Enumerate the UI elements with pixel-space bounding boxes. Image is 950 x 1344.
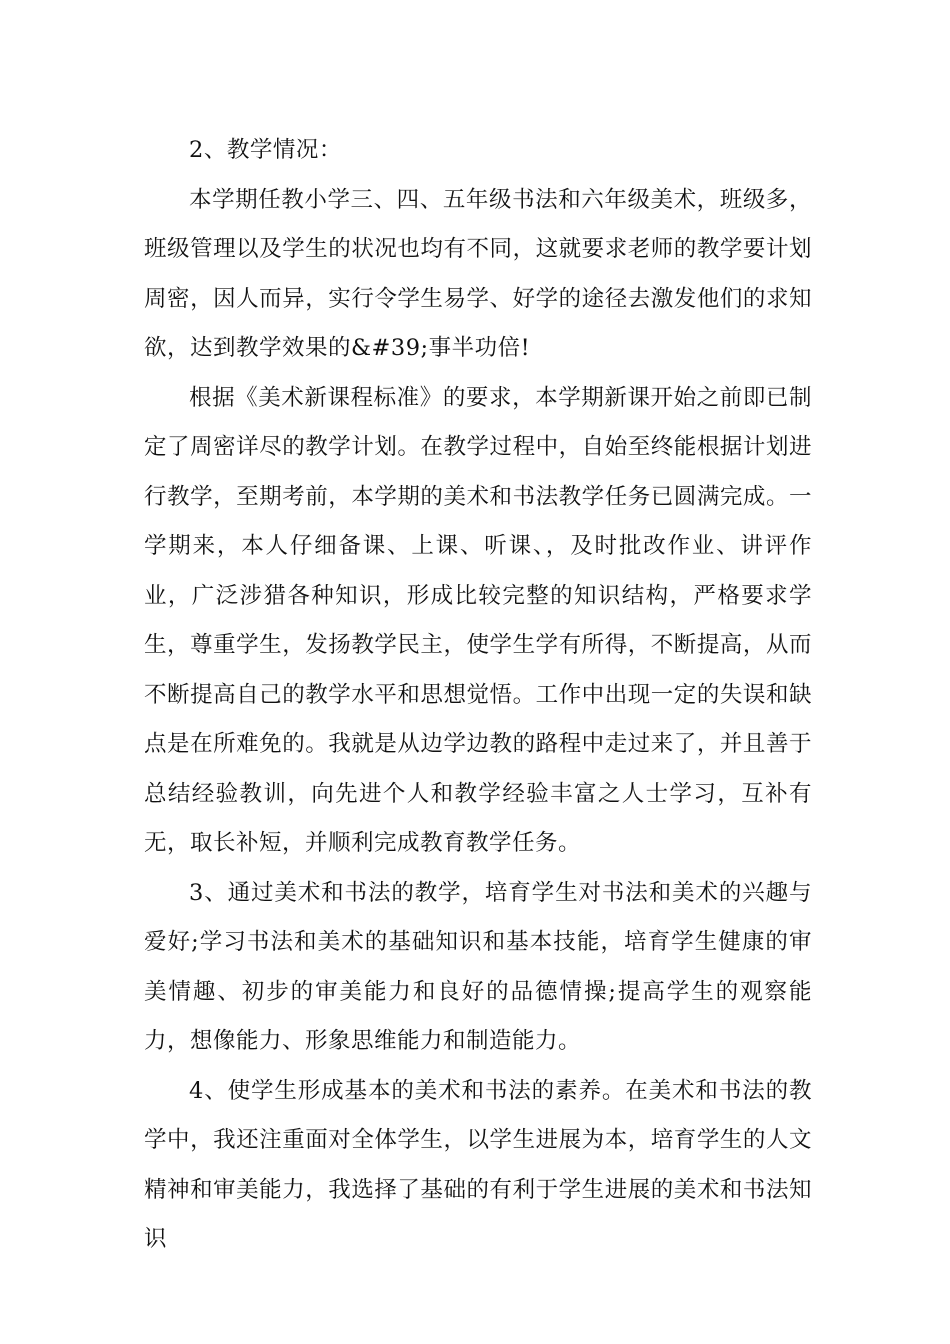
document-body	[144, 126, 812, 1265]
paragraph-teaching-situation-heading: 2、教学情况：	[189, 137, 342, 163]
paragraph-item-3: 3、通过美术和书法的教学，培育学生对书法和美术的兴趣与爱好;学习书法和美术的基础知识和基本技能，培育学生健康的审美情趣、初步的审美能力和良好的品德情操;提高学生的观察能力，想像能力、形象思维能力和制造能力。	[144, 879, 812, 1054]
paragraph-item-4: 4、使学生形成基本的美术和书法的素养。在美术和书法的教学中，我还注重面对全体学生，以学生进展为本，培育学生的人文精神和审美能力，我选择了基础的有利于学生进展的美术和书法知识	[144, 1077, 812, 1252]
paragraph-curriculum-standard: 根据《美术新课程标准》的要求，本学期新课开始之前即已制定了周密详尽的教学计划。在教学过程中，自始至终能根据计划进行教学，至期考前，本学期的美术和书法教学任务已圆满完成。一学期来，本人仔细备课、上课、听课、，及时批改作业、讲评作业，广泛涉猎各种知识，形成比较完整的知识结构，严格要求学生，尊重学生，发扬教学民主，使学生学有所得，不断提高，从而不断提高自己的教学水平和思想觉悟。工作中出现一定的失误和缺点是在所难免的。我就是从边学边教的路程中走过来了，并且善于总结经验教训，向先进个人和教学经验丰富之人士学习，互补有无，取长补短，并顺利完成教育教学任务。	[144, 384, 812, 856]
paragraph-teaching-assignment: 本学期任教小学三、四、五年级书法和六年级美术，班级多，班级管理以及学生的状况也均有不同，这就要求老师的教学要计划周密，因人而异，实行令学生易学、好学的途径去激发他们的求知欲，达到教学效果的&#39;事半功倍!	[144, 186, 812, 361]
